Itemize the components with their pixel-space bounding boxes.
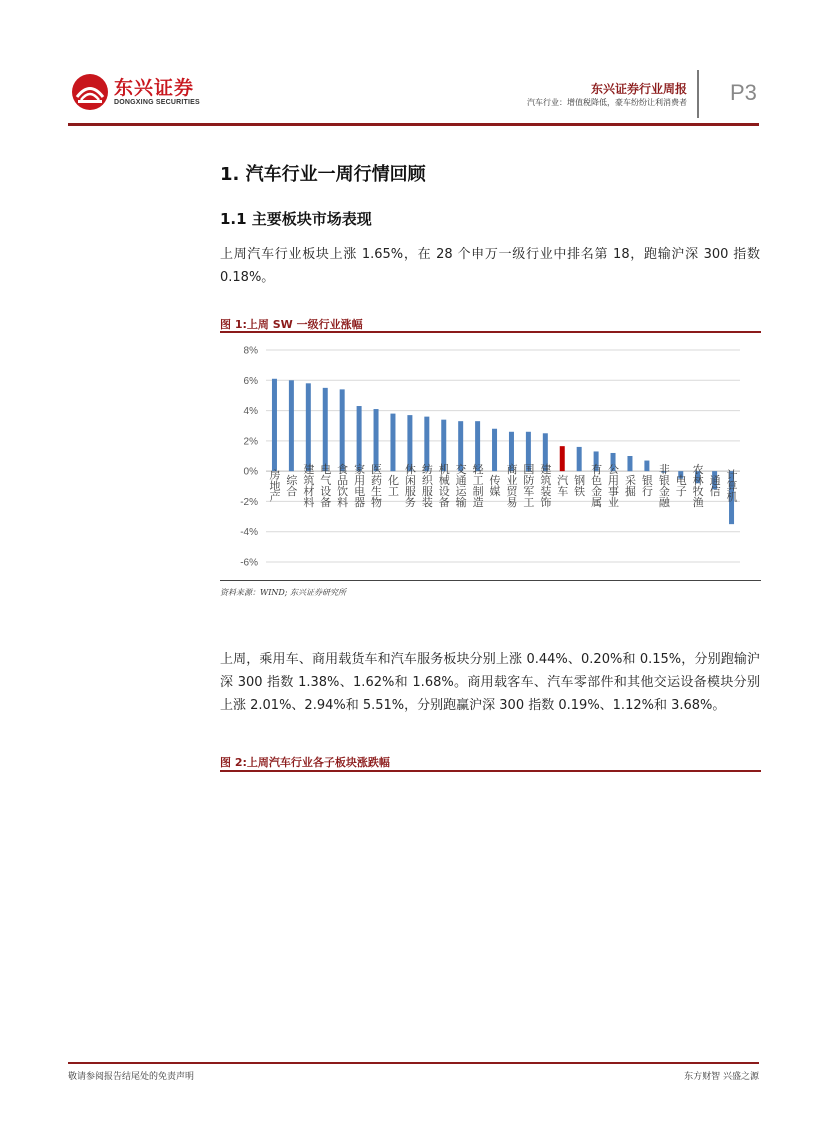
section-heading: 1. 汽车行业一周行情回顾	[220, 164, 426, 185]
bar	[492, 429, 497, 471]
bar	[289, 380, 294, 471]
y-tick-label: 0%	[243, 466, 258, 478]
page-number: P3	[730, 80, 757, 105]
bar	[577, 447, 582, 471]
figure-1-title: 图 1:上周 SW 一级行业涨幅	[220, 318, 363, 331]
category-label: 非银金融	[657, 463, 671, 508]
category-label: 食品饮料	[335, 463, 349, 508]
y-tick-label: 6%	[243, 375, 258, 387]
bar	[560, 446, 565, 471]
y-tick-label: -2%	[240, 496, 258, 508]
header-rule	[68, 123, 759, 126]
y-tick-label: -4%	[240, 527, 258, 539]
bar	[340, 389, 345, 471]
logo-mark-icon	[70, 72, 110, 112]
category-label: 医药生物	[369, 463, 383, 508]
category-label: 综合	[284, 474, 298, 497]
category-label: 传媒	[488, 474, 502, 497]
chart-bottom-rule	[220, 580, 761, 581]
category-label: 商业贸易	[504, 463, 518, 508]
header-divider	[697, 70, 699, 118]
y-tick-label: 8%	[243, 345, 258, 357]
category-label: 交通运输	[454, 463, 468, 508]
category-label: 建筑装饰	[538, 463, 552, 508]
category-label: 电气设备	[318, 463, 332, 508]
category-label: 纺织服装	[420, 463, 434, 508]
subsection-heading: 1.1 主要板块市场表现	[220, 210, 372, 228]
category-label: 汽车	[555, 474, 569, 497]
category-label: 家用电器	[352, 463, 366, 508]
category-label: 机械设备	[437, 463, 451, 508]
category-label: 采掘	[623, 474, 637, 497]
y-tick-label: 4%	[243, 406, 258, 418]
chart-svg	[220, 333, 761, 579]
bar	[272, 379, 277, 471]
bar	[627, 456, 632, 471]
paragraph-1: 上周汽车行业板块上涨 1.65%，在 28 个申万一级行业中排名第 18，跑输沪深 300 指数 0.18%。	[220, 247, 760, 285]
footer-slogan: 东方财智 兴盛之源	[684, 1072, 759, 1082]
category-label: 化工	[386, 474, 400, 497]
bar	[390, 414, 395, 472]
industry-returns-chart	[220, 333, 761, 579]
bar	[357, 406, 362, 471]
category-label: 公用事业	[606, 463, 620, 508]
bar	[323, 388, 328, 471]
figure-1-source: 资料来源：WIND; 东兴证券研究所	[220, 588, 347, 597]
category-label: 休闲服务	[403, 463, 417, 508]
company-logo	[70, 72, 220, 112]
bar	[306, 383, 311, 471]
category-label: 通信	[708, 474, 722, 497]
bar	[644, 461, 649, 472]
footer-rule	[68, 1062, 759, 1064]
y-tick-label: 2%	[243, 436, 258, 448]
category-label: 钢铁	[572, 474, 586, 497]
category-label: 国防军工	[521, 463, 535, 508]
report-subtitle: 汽车行业：增值税降低，豪车纷纷让利消费者	[527, 98, 687, 107]
category-label: 电子	[674, 474, 688, 497]
category-label: 有色金属	[589, 463, 603, 508]
y-tick-label: -6%	[240, 557, 258, 569]
category-label: 农林牧渔	[691, 463, 705, 508]
category-label: 银行	[640, 474, 654, 497]
logo-text-cn: 东兴证券	[114, 77, 195, 99]
figure-2-title: 图 2:上周汽车行业各子板块涨跌幅	[220, 756, 390, 769]
category-label: 轻工制造	[471, 463, 485, 508]
footer-disclaimer: 敬请参阅报告结尾处的免责声明	[68, 1072, 195, 1082]
bar	[374, 409, 379, 471]
paragraph-2: 上周，乘用车、商用载货车和汽车服务板块分别上涨 0.44%、0.20%和 0.15%，分别跑输沪深 300 指数 1.38%、1.62%和 1.68%。商用载客车、汽车零部件和其他交运设备模块分别上涨 2.01%、2.94%和 5.51%，分别跑赢沪深 300 指数 0.19%、1.12%和 3.68%。	[220, 652, 760, 713]
logo-text-en: DONGXING SECURITIES	[114, 99, 200, 106]
figure-2-rule	[220, 770, 761, 772]
report-type: 东兴证券行业周报	[590, 82, 687, 96]
category-label: 计算机	[725, 468, 739, 502]
category-label: 建筑材料	[301, 463, 315, 508]
category-label: 房地产	[267, 468, 281, 502]
